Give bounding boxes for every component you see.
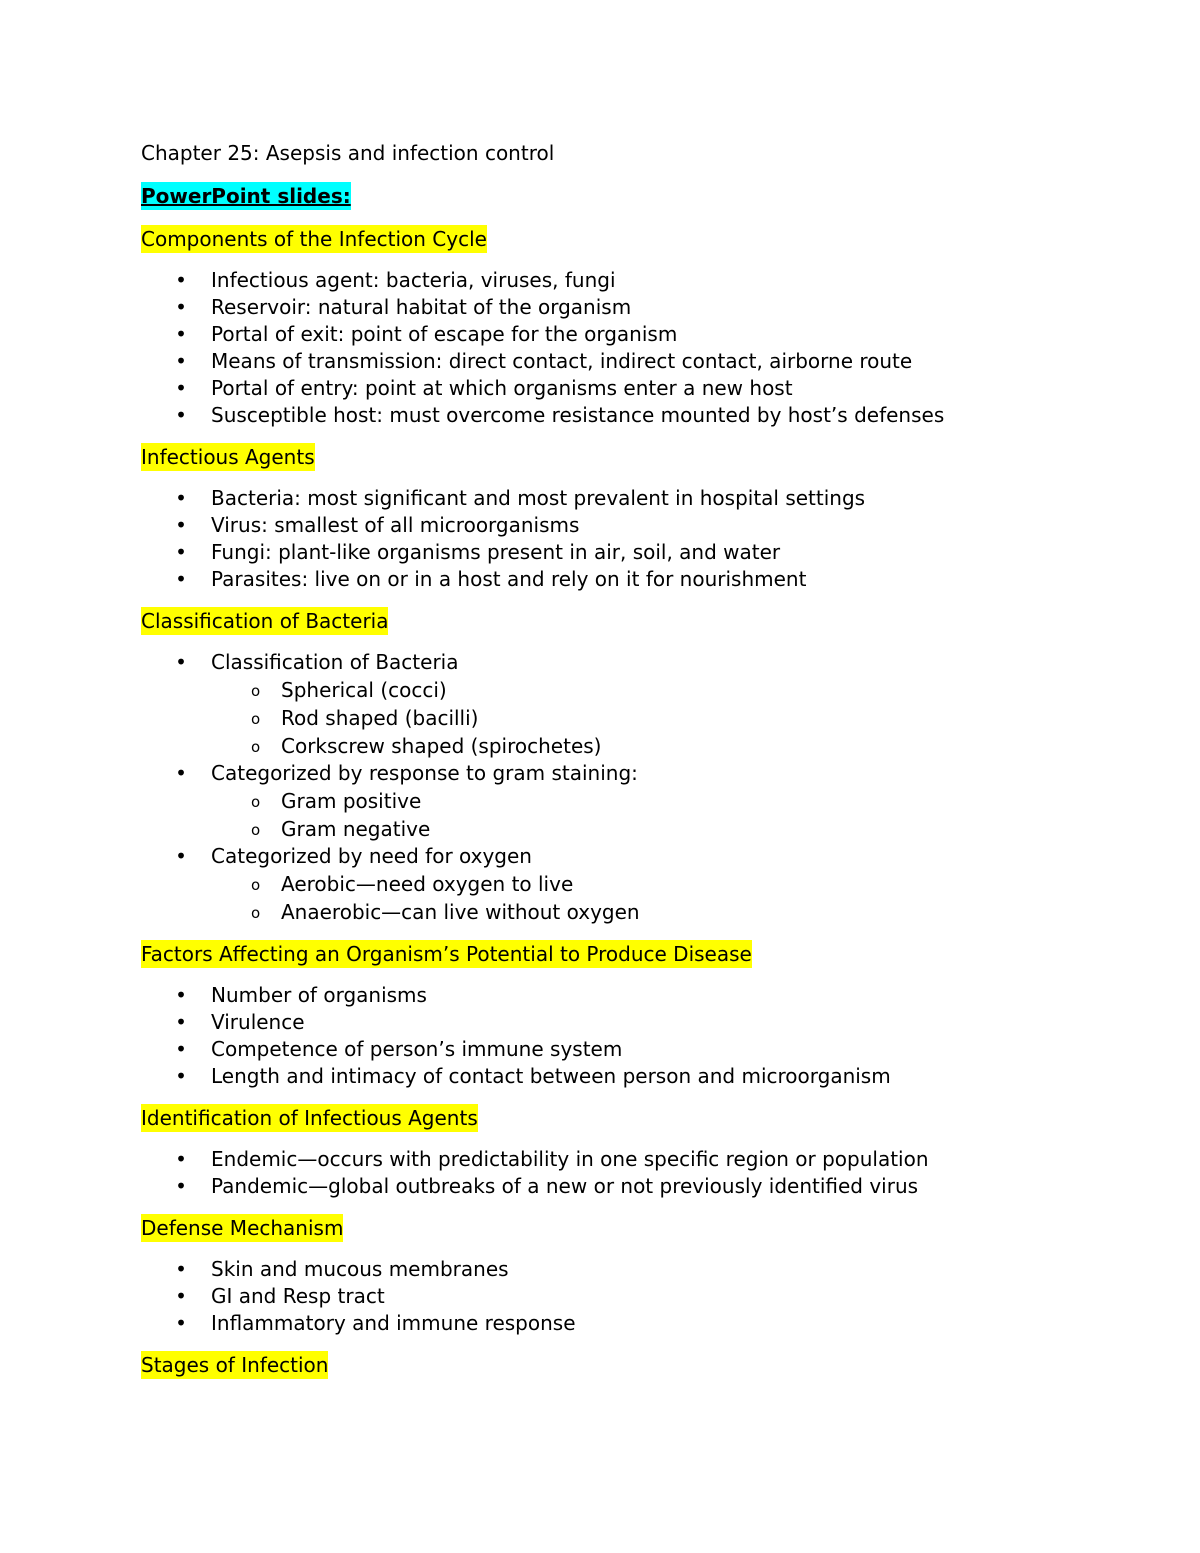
list-item bbox=[141, 1256, 1141, 1283]
section-heading-row bbox=[141, 607, 1141, 635]
list-item-text: Reservoir: natural habitat of the organism bbox=[211, 295, 632, 319]
bullet-icon: • bbox=[175, 540, 187, 564]
list-item-text: Virulence bbox=[211, 1010, 305, 1034]
section-heading-row bbox=[141, 1104, 1141, 1132]
section-heading-row bbox=[141, 443, 1141, 471]
bullet-list bbox=[141, 485, 1141, 593]
list-item bbox=[141, 321, 1141, 348]
sub-list-item-text: Corkscrew shaped (spirochetes) bbox=[281, 734, 602, 758]
sub-bullet-list bbox=[211, 676, 1141, 760]
list-item bbox=[141, 485, 1141, 512]
sub-list-item-text: Spherical (cocci) bbox=[281, 678, 447, 702]
sub-list-item bbox=[211, 704, 1141, 732]
list-item-text: Categorized by need for oxygen bbox=[211, 844, 532, 868]
list-item bbox=[141, 843, 1141, 926]
bullet-icon: • bbox=[175, 349, 187, 373]
circle-bullet-icon: o bbox=[251, 876, 261, 894]
sub-list-item-text: Rod shaped (bacilli) bbox=[281, 706, 479, 730]
list-item-text: Means of transmission: direct contact, indirect contact, airborne route bbox=[211, 349, 913, 373]
circle-bullet-icon: o bbox=[251, 710, 261, 728]
bullet-list bbox=[141, 1146, 1141, 1200]
list-item bbox=[141, 402, 1141, 429]
page-title: Chapter 25: Asepsis and infection control bbox=[141, 141, 555, 165]
bullet-icon: • bbox=[175, 844, 187, 868]
sub-list-item bbox=[211, 815, 1141, 843]
list-item-text: Pandemic—global outbreaks of a new or not previously identified virus bbox=[211, 1174, 919, 1198]
bullet-icon: • bbox=[175, 513, 187, 537]
list-item-text: Susceptible host: must overcome resistance mounted by host’s defenses bbox=[211, 403, 945, 427]
bullet-list bbox=[141, 982, 1141, 1090]
bullet-icon: • bbox=[175, 1010, 187, 1034]
list-item-text: Portal of exit: point of escape for the organism bbox=[211, 322, 678, 346]
list-item-text: Virus: smallest of all microorganisms bbox=[211, 513, 580, 537]
bullet-icon: • bbox=[175, 1311, 187, 1335]
sub-list-item bbox=[211, 870, 1141, 898]
sub-bullet-list bbox=[211, 870, 1141, 926]
section-heading-row bbox=[141, 1351, 1141, 1379]
list-item bbox=[141, 267, 1141, 294]
powerpoint-label-row bbox=[141, 182, 1141, 210]
bullet-list bbox=[141, 267, 1141, 429]
sub-list-item bbox=[211, 732, 1141, 760]
sections-container bbox=[141, 225, 1141, 1379]
section-heading-identification-of-infectious-agents: Identification of Infectious Agents bbox=[141, 1106, 478, 1130]
list-item bbox=[141, 512, 1141, 539]
list-item-text: Endemic—occurs with predictability in one specific region or population bbox=[211, 1147, 929, 1171]
list-item-text: Number of organisms bbox=[211, 983, 427, 1007]
sub-bullet-list bbox=[211, 787, 1141, 843]
bullet-icon: • bbox=[175, 486, 187, 510]
list-item bbox=[141, 1009, 1141, 1036]
list-item bbox=[141, 1063, 1141, 1090]
list-item-text: Classification of Bacteria bbox=[211, 650, 459, 674]
list-item-text: Bacteria: most significant and most prevalent in hospital settings bbox=[211, 486, 866, 510]
list-item bbox=[141, 1036, 1141, 1063]
section-heading-row bbox=[141, 1214, 1141, 1242]
list-item-text: Length and intimacy of contact between person and microorganism bbox=[211, 1064, 891, 1088]
section-heading-row bbox=[141, 940, 1141, 968]
bullet-icon: • bbox=[175, 1147, 187, 1171]
section-heading-infectious-agents: Infectious Agents bbox=[141, 445, 315, 469]
bullet-icon: • bbox=[175, 403, 187, 427]
sub-list-item-text: Gram positive bbox=[281, 789, 422, 813]
bullet-icon: • bbox=[175, 1257, 187, 1281]
bullet-icon: • bbox=[175, 650, 187, 674]
circle-bullet-icon: o bbox=[251, 682, 261, 700]
list-item-text: Portal of entry: point at which organisms enter a new host bbox=[211, 376, 793, 400]
list-item bbox=[141, 294, 1141, 321]
bullet-icon: • bbox=[175, 761, 187, 785]
bullet-icon: • bbox=[175, 1037, 187, 1061]
section-heading-factors-affecting-an-organism-s-potential-to-produce-disease: Factors Affecting an Organism’s Potential to Produce Disease bbox=[141, 942, 752, 966]
document-page bbox=[141, 139, 1141, 1379]
section-heading-stages-of-infection: Stages of Infection bbox=[141, 1353, 329, 1377]
powerpoint-label: PowerPoint slides: bbox=[141, 184, 351, 208]
bullet-icon: • bbox=[175, 376, 187, 400]
bullet-icon: • bbox=[175, 567, 187, 591]
list-item bbox=[141, 1283, 1141, 1310]
bullet-icon: • bbox=[175, 1064, 187, 1088]
list-item bbox=[141, 760, 1141, 843]
list-item bbox=[141, 1146, 1141, 1173]
bullet-icon: • bbox=[175, 322, 187, 346]
list-item-text: Categorized by response to gram staining: bbox=[211, 761, 638, 785]
list-item bbox=[141, 1310, 1141, 1337]
bullet-icon: • bbox=[175, 268, 187, 292]
list-item-text: Skin and mucous membranes bbox=[211, 1257, 509, 1281]
sub-list-item-text: Aerobic—need oxygen to live bbox=[281, 872, 574, 896]
bullet-icon: • bbox=[175, 983, 187, 1007]
list-item bbox=[141, 649, 1141, 760]
list-item bbox=[141, 566, 1141, 593]
list-item-text: Parasites: live on or in a host and rely on it for nourishment bbox=[211, 567, 807, 591]
list-item-text: Inflammatory and immune response bbox=[211, 1311, 576, 1335]
bullet-list bbox=[141, 1256, 1141, 1337]
sub-list-item bbox=[211, 676, 1141, 704]
bullet-icon: • bbox=[175, 1174, 187, 1198]
section-heading-defense-mechanism: Defense Mechanism bbox=[141, 1216, 344, 1240]
circle-bullet-icon: o bbox=[251, 738, 261, 756]
bullet-list bbox=[141, 649, 1141, 926]
section-heading-classification-of-bacteria: Classification of Bacteria bbox=[141, 609, 389, 633]
circle-bullet-icon: o bbox=[251, 793, 261, 811]
list-item-text: GI and Resp tract bbox=[211, 1284, 385, 1308]
list-item-text: Competence of person’s immune system bbox=[211, 1037, 623, 1061]
list-item bbox=[141, 375, 1141, 402]
circle-bullet-icon: o bbox=[251, 904, 261, 922]
bullet-icon: • bbox=[175, 295, 187, 319]
list-item bbox=[141, 982, 1141, 1009]
section-heading-row bbox=[141, 225, 1141, 253]
sub-list-item-text: Gram negative bbox=[281, 817, 431, 841]
circle-bullet-icon: o bbox=[251, 821, 261, 839]
bullet-icon: • bbox=[175, 1284, 187, 1308]
list-item-text: Infectious agent: bacteria, viruses, fungi bbox=[211, 268, 616, 292]
sub-list-item bbox=[211, 898, 1141, 926]
section-heading-components-of-the-infection-cycle: Components of the Infection Cycle bbox=[141, 227, 487, 251]
sub-list-item bbox=[211, 787, 1141, 815]
list-item bbox=[141, 348, 1141, 375]
list-item bbox=[141, 1173, 1141, 1200]
list-item-text: Fungi: plant-like organisms present in air, soil, and water bbox=[211, 540, 781, 564]
sub-list-item-text: Anaerobic—can live without oxygen bbox=[281, 900, 640, 924]
list-item bbox=[141, 539, 1141, 566]
